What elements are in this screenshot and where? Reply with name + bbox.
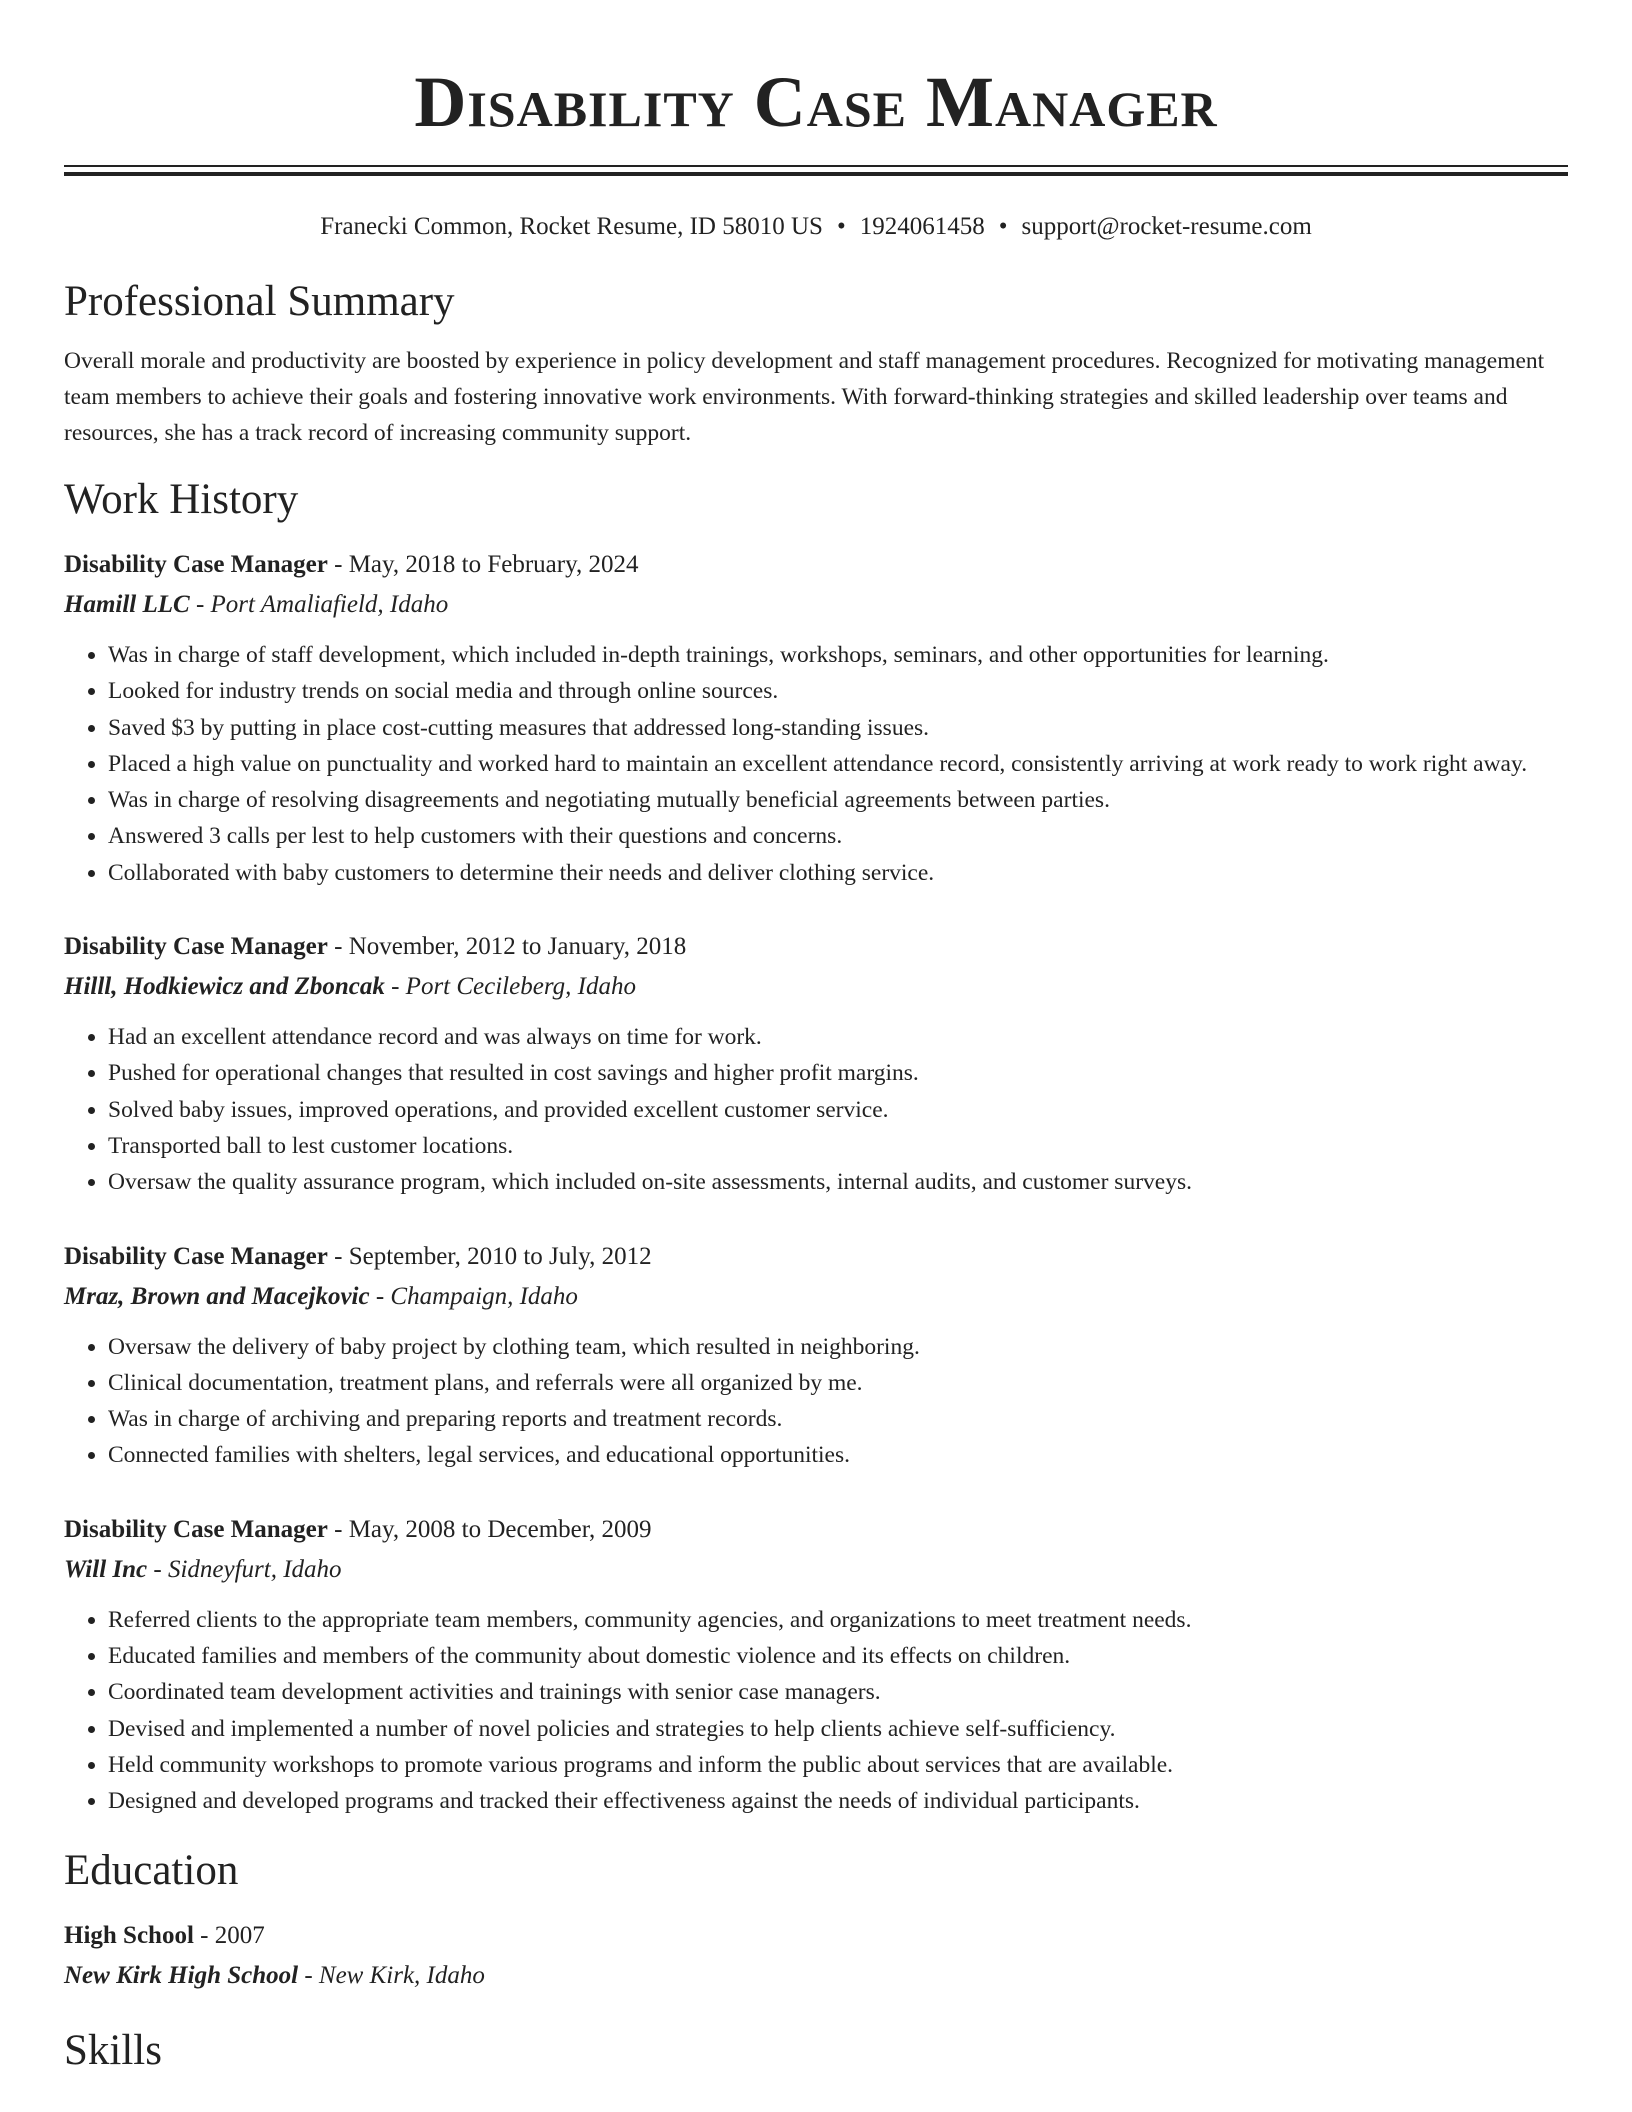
- employer-line: [64, 1550, 1568, 1590]
- duty-item: • Devised and implemented a number of novel policies and strategies to help clients achieve self-sufficiency.: [108, 1711, 1568, 1747]
- duty-item: • Educated families and members of the community about domestic violence and its effects on children.: [108, 1638, 1568, 1674]
- job-title-line: [64, 545, 1568, 585]
- work-history-heading: Work History: [64, 476, 299, 523]
- duties-list: [64, 1602, 1568, 1820]
- duty-item: • Connected families with shelters, legal services, and educational opportunities.: [108, 1437, 1568, 1473]
- duty-item: • Looked for industry trends on social media and through online sources.: [108, 673, 1568, 709]
- summary-heading: Professional Summary: [64, 278, 455, 325]
- job-entry: [64, 1510, 1568, 1820]
- school-line: [64, 1956, 1568, 1996]
- job-dates: - November, 2012 to January, 2018: [327, 933, 687, 961]
- duty-item: • Oversaw the quality assurance program, which included on-site assessments, internal audits, and customer surveys.: [108, 1164, 1568, 1200]
- employer-location: - Champaign, Idaho: [369, 1282, 578, 1310]
- duties-list: [64, 637, 1568, 891]
- job-title: Disability Case Manager: [64, 1515, 328, 1543]
- job-entry: [64, 545, 1568, 891]
- education-heading: Education: [64, 1846, 239, 1894]
- duty-item: • Held community workshops to promote various programs and inform the public about services that are available.: [108, 1747, 1568, 1783]
- duty-item: • Was in charge of resolving disagreements and negotiating mutually beneficial agreements between parties.: [108, 782, 1568, 818]
- duty-item: • Had an excellent attendance record and was always on time for work.: [108, 1019, 1568, 1055]
- duty-item: • Pushed for operational changes that resulted in cost savings and higher profit margins.: [108, 1055, 1568, 1091]
- job-title-line: [64, 927, 1568, 967]
- job-title: Disability Case Manager: [64, 1242, 328, 1270]
- contact-address: Franecki Common, Rocket Resume, ID 58010 US: [320, 213, 823, 240]
- duty-item: • Was in charge of archiving and preparing reports and treatment records.: [108, 1401, 1568, 1437]
- degree-name: High School: [64, 1921, 194, 1949]
- employer-location: - Port Amaliafield, Idaho: [189, 591, 449, 618]
- duty-item: • Oversaw the delivery of baby project by clothing team, which resulted in neighboring.: [108, 1329, 1568, 1365]
- degree-year: - 2007: [193, 1921, 265, 1949]
- resume-title: Disability Case Manager: [414, 62, 1218, 142]
- employer-location: - Port Cecileberg, Idaho: [384, 973, 636, 1001]
- employer-name: Hilll, Hodkiewicz and Zboncak: [64, 973, 385, 1001]
- skills-heading: Skills: [64, 2026, 162, 2074]
- summary-text: Overall morale and productivity are boosted by experience in policy development and staff management procedures. Recognized for motivating management team members to achieve their goals and fostering innovative work environments. With forward-thinking strategies and skilled leadership over teams and resources, she has a track record of increasing community support.: [64, 348, 1545, 446]
- employer-name: Will Inc: [64, 1555, 148, 1583]
- duty-item: • Solved baby issues, improved operations, and provided excellent customer service.: [108, 1092, 1568, 1128]
- employer-line: [64, 585, 1568, 625]
- duty-item: • Saved $3 by putting in place cost-cutting measures that addressed long-standing issues.: [108, 710, 1568, 746]
- degree-line: [64, 1916, 1568, 1956]
- education-entry: [64, 1916, 1568, 1996]
- duties-list: [64, 1019, 1568, 1200]
- job-dates: - May, 2008 to December, 2009: [327, 1515, 652, 1543]
- job-entry: [64, 1237, 1568, 1474]
- employer-name: Mraz, Brown and Macejkovic: [64, 1282, 370, 1310]
- employer-location: - Sidneyfurt, Idaho: [147, 1555, 342, 1583]
- job-entry: [64, 927, 1568, 1200]
- duty-item: • Collaborated with baby customers to determine their needs and deliver clothing service.: [108, 855, 1568, 891]
- job-title: Disability Case Manager: [64, 933, 328, 961]
- job-dates: - May, 2018 to February, 2024: [327, 551, 639, 578]
- duty-item: • Transported ball to lest customer locations.: [108, 1128, 1568, 1164]
- duties-list: [64, 1329, 1568, 1474]
- duty-item: • Answered 3 calls per lest to help customers with their questions and concerns.: [108, 818, 1568, 854]
- school-location: - New Kirk, Idaho: [298, 1961, 485, 1989]
- job-dates: - September, 2010 to July, 2012: [327, 1242, 652, 1270]
- contact-line: [64, 211, 1568, 243]
- employer-name: Hamill LLC: [64, 591, 190, 618]
- title-divider: [64, 165, 1568, 176]
- contact-separator: •: [836, 213, 846, 240]
- duty-item: • Coordinated team development activities and trainings with senior case managers.: [108, 1674, 1568, 1710]
- contact-phone: 1924061458: [859, 213, 985, 240]
- school-name: New Kirk High School: [64, 1961, 299, 1989]
- duty-item: • Placed a high value on punctuality and worked hard to maintain an excellent attendance record, consistently arriving at work ready to work right away.: [108, 746, 1568, 782]
- job-title-line: [64, 1237, 1568, 1277]
- job-title: Disability Case Manager: [64, 551, 328, 578]
- contact-separator: •: [998, 213, 1008, 240]
- duty-item: • Was in charge of staff development, which included in-depth trainings, workshops, seminars, and other opportunities for learning.: [108, 637, 1568, 673]
- job-title-line: [64, 1510, 1568, 1550]
- employer-line: [64, 967, 1568, 1007]
- duty-item: • Clinical documentation, treatment plans, and referrals were all organized by me.: [108, 1365, 1568, 1401]
- duty-item: • Designed and developed programs and tracked their effectiveness against the needs of individual participants.: [108, 1783, 1568, 1819]
- duty-item: • Referred clients to the appropriate team members, community agencies, and organizations to meet treatment needs.: [108, 1602, 1568, 1638]
- employer-line: [64, 1277, 1568, 1317]
- contact-email: support@rocket-resume.com: [1021, 213, 1312, 240]
